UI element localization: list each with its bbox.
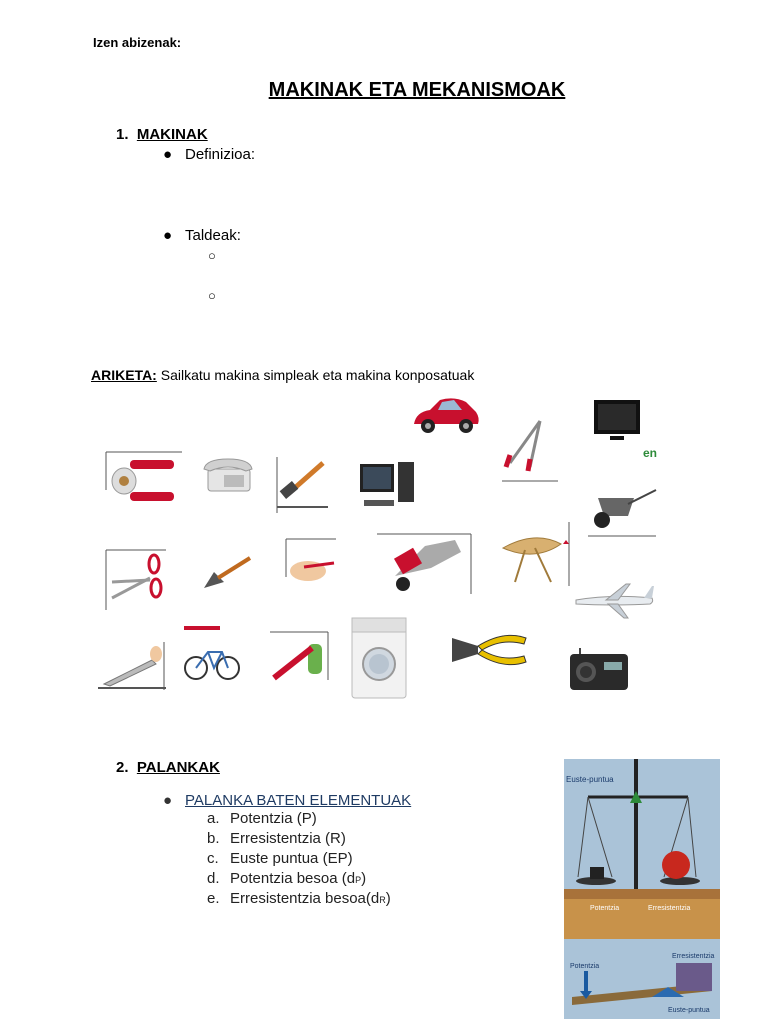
tongs-image (500, 415, 560, 485)
section-1-heading (116, 126, 208, 143)
hand-tool-image (284, 537, 338, 591)
groups-label: Taldeak: (185, 227, 241, 244)
scissors-image (104, 548, 168, 612)
tv-image (592, 398, 642, 444)
label-resistance: Erresistentzia (648, 905, 691, 912)
en-label: en (643, 446, 658, 460)
bottle-opener-image (268, 630, 330, 682)
section-1-number: 1. (116, 126, 129, 143)
label-power-2: Potentzia (570, 963, 600, 970)
rowing-boat-image (495, 520, 575, 588)
section-2-title: PALANKAK (136, 759, 220, 776)
label-fulcrum-bottom: Euste-puntua (668, 1007, 710, 1014)
list-item-e: e. Erresistentzia besoa(dR) (207, 890, 391, 907)
bullet-elements: ● PALANKA BATEN ELEMENTUAK (163, 792, 412, 809)
hand-truck-image (375, 532, 473, 596)
radio-image (568, 646, 630, 692)
section-2-heading (116, 759, 220, 776)
definition-label: Definizioa: (185, 146, 256, 163)
label-resistance-2: Erresistentzia (672, 953, 715, 960)
telephone-image (200, 455, 255, 495)
exercise-text: Sailkatu makina simpleak eta makina konposatuak (156, 367, 475, 383)
hammer-image (275, 455, 330, 515)
nutcracker-image (104, 450, 184, 512)
document-title: MAKINAK ETA MEKANISMOAK (268, 79, 566, 101)
list-item-c: c. Euste puntua (EP) (207, 850, 353, 867)
wheelbarrow-image (584, 484, 659, 540)
exercise-label: ARIKETA: (91, 367, 157, 383)
list-item-b: b. Erresistentzia (R) (207, 830, 346, 847)
airplane-image (572, 578, 656, 620)
knife-cutter-image (96, 640, 168, 692)
computer-image (358, 460, 416, 514)
list-item-d: d. Potentzia besoa (dP) (207, 870, 367, 887)
bicycle-image (182, 626, 244, 688)
washing-machine-image (350, 616, 408, 700)
sub-bullet-2: ○ (208, 288, 216, 303)
bullet-groups: ● Taldeak: (163, 227, 241, 244)
label-power: Potentzia (590, 905, 620, 912)
pliers-image (448, 624, 528, 676)
balance-scale-image (564, 759, 720, 1019)
sub-bullet-1: ○ (208, 248, 216, 263)
bullet-definition: ● Definizioa: (163, 146, 256, 163)
shovel-image (200, 548, 258, 594)
car-image (410, 392, 482, 438)
name-label: Izen abizenak: (93, 35, 182, 50)
label-fulcrum-top: Euste-puntua (566, 775, 614, 784)
elements-link[interactable]: PALANKA BATEN ELEMENTUAK (185, 792, 412, 809)
exercise-line (91, 367, 474, 383)
section-2-number: 2. (116, 759, 129, 776)
section-1-title: MAKINAK (136, 126, 208, 143)
list-item-a: a. Potentzia (P) (207, 810, 317, 827)
